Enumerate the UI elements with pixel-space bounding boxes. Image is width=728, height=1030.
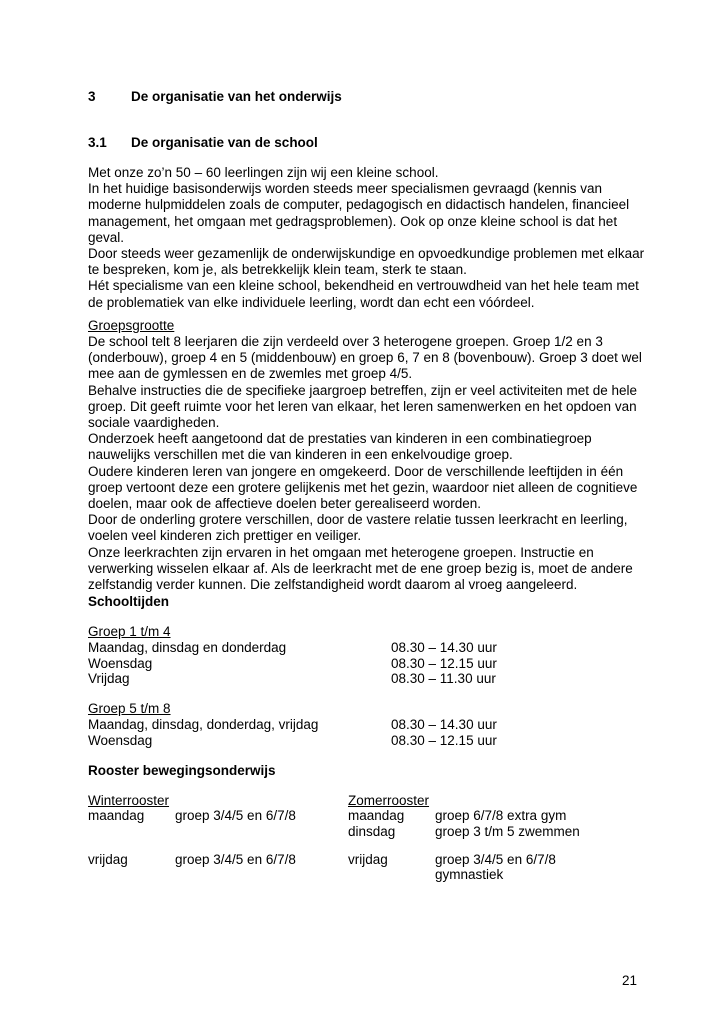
paragraph-line: Behalve instructies die de specifieke jaargroep betreffen, zijn er veel activiteiten met de hele [88,382,638,398]
intro-line: Met onze zo’n 50 – 60 leerlingen zijn wij een kleine school. [88,165,439,180]
schedule-time: 08.30 – 11.30 uur [391,671,496,686]
groepsgrootte-heading: Groepsgrootte [88,318,175,333]
paragraph-line: zelfstandig verder kunnen. Die zelfstandigheid wordt daarom al vroeg aangeleerd. [88,577,578,593]
zomerrooster-title: Zomerrooster [348,793,430,808]
page-number: 21 [622,973,638,988]
paragraph-line: nauwelijks verschillen met die van kinderen in een enkelvoudige groep. [88,447,513,463]
zomer-desc: groep 3/4/5 en 6/7/8 [435,852,556,867]
intro-line: In het huidige basisonderwijs worden steeds meer specialismen gevraagd (kennis van [88,181,603,197]
zomer-desc: groep 3 t/m 5 zwemmen [435,824,580,839]
schedule-days: Woensdag [88,733,153,748]
zomer-desc: groep 6/7/8 extra gym [435,808,567,823]
paragraph-line: doelen, maar ook de affectieve doelen beter gerealiseerd worden. [88,496,482,512]
intro-line: Hét specialisme van een kleine school, bekendheid en vertrouwdheid van het hele team met [88,278,639,294]
winter-day: maandag [88,808,145,823]
paragraph-line: Oudere kinderen leren van jongere en omgekeerd. Door de verschillende leeftijden in één [88,463,624,479]
paragraph-line: Onderzoek heeft aangetoond dat de prestaties van kinderen in een combinatiegroep [88,431,592,447]
zomer-day: vrijdag [348,852,388,867]
intro-line: Door steeds weer gezamenlijk de onderwijskundige en opvoedkundige problemen met elkaar [88,246,645,262]
schedule-days: Woensdag [88,656,153,671]
schedule-days: Maandag, dinsdag en donderdag [88,640,287,655]
paragraph-line: Onze leerkrachten zijn ervaren in het omgaan met heterogene groepen. Instructie en [88,544,594,560]
section-title: De organisatie van de school [131,135,318,150]
intro-line: moderne hulpmiddelen zoals de computer, pedagogisch en didactisch handelen, financieel [88,197,630,213]
paragraph-line: groep vertoont deze een grotere gelijkenis met het gezin, waardoor niet alleen de cognitieve [88,479,638,495]
paragraph-line: verwerking wisselen elkaar af. Als de leerkracht met de ene groep bezig is, moet de andere [88,560,633,576]
intro-paragraph [88,165,648,311]
paragraph-line: groep. Dit geeft ruimte voor het leren van elkaar, het leren samenwerken en het opdoen van [88,398,637,414]
intro-line: geval. [88,229,125,245]
schedule-time: 08.30 – 14.30 uur [391,640,497,655]
schooltijden-heading: Schooltijden [88,594,169,609]
group-title: Groep 1 t/m 4 [88,624,171,639]
paragraph-line: voelen veel kinderen zich prettiger en veiliger. [88,528,362,544]
intro-line: management, het omgaan met gedragsproblemen). Ook op onze kleine school is dat het [88,213,618,229]
paragraph-line: De school telt 8 leerjaren die zijn verdeeld over 3 heterogene groepen. Groep 1/2 en 3 [88,334,603,349]
paragraph-line: sociale vaardigheden. [88,415,220,431]
zomer-day: maandag [348,808,405,823]
winterrooster-title: Winterrooster [88,793,170,808]
paragraph-line: mee aan de gymlessen en de zwemles met groep 4/5. [88,366,413,382]
winter-day: vrijdag [88,852,128,867]
paragraph-line: Door de onderling grotere verschillen, door de vastere relatie tussen leerkracht en leerling, [88,512,628,528]
intro-line: te bespreken, kom je, als betrekkelijk klein team, sterk te staan. [88,262,467,278]
schedule-days: Vrijdag [88,671,130,686]
section-number: 3.1 [88,135,107,150]
zomer-day: dinsdag [348,824,396,839]
schedule-time: 08.30 – 12.15 uur [391,733,497,748]
schedule-time: 08.30 – 14.30 uur [391,717,497,732]
paragraph-line: (onderbouw), groep 4 en 5 (middenbouw) en groep 6, 7 en 8 (bovenbouw). Groep 3 doet wel [88,350,642,366]
rooster-heading: Rooster bewegingsonderwijs [88,763,276,778]
zomer-desc: gymnastiek [435,867,504,882]
schedule-days: Maandag, dinsdag, donderdag, vrijdag [88,717,319,732]
winter-desc: groep 3/4/5 en 6/7/8 [175,852,296,867]
winter-desc: groep 3/4/5 en 6/7/8 [175,808,296,823]
intro-line: de problematiek van elke individuele leerling, wordt dan echt een vóórdeel. [88,294,535,310]
groepsgrootte-paragraph [88,334,648,593]
chapter-title: De organisatie van het onderwijs [131,89,342,104]
group-title: Groep 5 t/m 8 [88,701,171,716]
schedule-time: 08.30 – 12.15 uur [391,656,497,671]
chapter-number: 3 [88,89,96,104]
